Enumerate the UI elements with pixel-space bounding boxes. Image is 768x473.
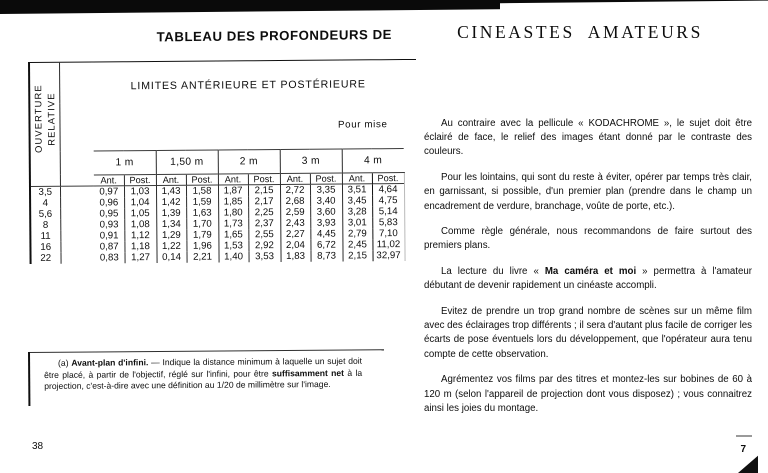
antpost-row-label-spacer (30, 175, 60, 186)
cell-value: 1,83 (280, 250, 310, 261)
scan-corner-mask (758, 439, 768, 473)
cell-value: 1,42 (156, 196, 186, 207)
distance-header-150m: 1,50 m (156, 150, 218, 174)
cell-value: 2,21 (186, 251, 218, 262)
antpost-header-2m-ant: Ant. (218, 173, 248, 184)
cell-value: 2,17 (248, 196, 280, 207)
cell-value: 7,10 (372, 228, 404, 239)
antpost-header-2m-post: Post. (248, 173, 280, 184)
aperture-value: 4 (30, 197, 60, 208)
cell-value: 1,34 (156, 218, 186, 229)
cell-value: 32,97 (372, 250, 404, 261)
footnote-marker: (a) (57, 357, 69, 368)
row-spacer (60, 230, 94, 241)
cell-value: 1,65 (218, 229, 248, 240)
depth-of-field-table-container (28, 59, 426, 264)
cell-value: 2,79 (342, 228, 372, 239)
aperture-value: 11 (30, 230, 60, 241)
cell-value: 2,68 (280, 195, 310, 206)
cell-value: 1,58 (186, 185, 218, 197)
cell-value: 3,51 (342, 183, 372, 195)
cell-value: 1,73 (218, 218, 248, 229)
cell-value: 1,53 (218, 240, 248, 251)
cell-value: 3,60 (310, 206, 342, 217)
page-number-right: 7 (740, 444, 746, 455)
distance-header-3m: 3 m (280, 149, 342, 173)
cell-value: 3,35 (310, 184, 342, 196)
antpost-header-150m-ant: Ant. (156, 174, 186, 185)
cell-value: 3,28 (342, 206, 372, 217)
cell-value: 2,72 (280, 184, 310, 196)
cell-value: 1,08 (124, 218, 156, 229)
cell-value: 2,45 (342, 239, 372, 250)
footnote-bold-inline: suffisamment net (271, 367, 345, 379)
antpost-header-1m-post: Post. (124, 174, 156, 185)
cell-value: 1,59 (186, 196, 218, 207)
cell-value: 1,70 (186, 218, 218, 229)
cell-value: 2,25 (248, 207, 280, 218)
table-bottom-rule (28, 349, 384, 353)
cell-value: 4,64 (372, 183, 404, 195)
cell-value: 2,92 (248, 240, 280, 251)
table-header-row-span (29, 59, 416, 104)
antpost-header-4m-ant: Ant. (342, 172, 372, 183)
paragraph: Au contraire avec la pellicule « KODACHROME », le sujet doit être éclairé de face, le relief des images étant donné par le contraste des couleurs. (424, 118, 752, 158)
cell-value: 6,72 (310, 239, 342, 250)
right-page (404, 0, 768, 473)
cell-value: 0,87 (99, 240, 119, 252)
cell-value: 1,12 (124, 229, 156, 240)
cell-value: 1,85 (218, 196, 248, 207)
cell-value: 2,04 (280, 239, 310, 250)
footnote-text-part1: Indique la distance minimum à laquelle un sujet doit être placé, à partir de l'objectif, réglé sur l'infini, pour être (44, 355, 363, 380)
distance-header-2m: 2 m (218, 150, 280, 174)
paragraph-with-book-title (424, 265, 752, 293)
paragraph: Comme règle générale, nous recommandons de faire surtout des premiers plans. (424, 226, 752, 252)
row-spacer (60, 208, 94, 219)
cell-value: 1,05 (124, 207, 156, 218)
row-spacer (60, 219, 94, 230)
cell-value: 3,45 (342, 195, 372, 206)
cell-value: 3,01 (342, 217, 372, 228)
cell-value: 5,14 (372, 206, 404, 217)
cell-value: 2,37 (248, 218, 280, 229)
relative-aperture-label: OUVERTURE RELATIVE (32, 84, 57, 154)
book-title: Ma caméra et moi (544, 266, 637, 278)
paragraph-prefix: La lecture du livre « (441, 266, 545, 278)
body-text-column (424, 117, 752, 427)
table-left-border-tail (28, 352, 30, 406)
antpost-row-spacer (60, 174, 94, 185)
cell-value: 1,40 (218, 251, 248, 262)
cell-value: 4,75 (372, 195, 404, 206)
cell-value: 3,53 (248, 251, 280, 262)
cell-value: 1,87 (218, 184, 248, 196)
footnote-dash: — (151, 357, 160, 368)
cell-value: 0,93 (99, 218, 119, 230)
cell-value: 5,83 (372, 217, 404, 228)
pour-mise-subheader: Pour mise (337, 118, 388, 131)
footnote-term: Avant-plan d'infini. (71, 357, 149, 368)
antpost-header-150m-post: Post. (186, 174, 218, 185)
cell-value: 8,73 (310, 250, 342, 261)
cell-value: 0,96 (99, 196, 119, 208)
cell-value: 1,27 (124, 251, 156, 262)
cell-value: 2,59 (280, 206, 310, 217)
row-spacer (60, 197, 94, 208)
cell-value: 0,97 (94, 185, 124, 197)
cell-value: 2,27 (280, 228, 310, 239)
table-row (30, 249, 417, 263)
cell-value: 2,55 (248, 229, 280, 240)
chapter-title: CINEASTES AMATEURS (457, 22, 703, 42)
limits-span-header: LIMITES ANTÉRIEURE ET POSTÉRIEURE (93, 60, 403, 104)
row-spacer (60, 252, 94, 263)
cell-value: 1,04 (124, 196, 156, 207)
antpost-header-4m-post: Post. (372, 172, 404, 183)
table-title: TABLEAU DES PROFONDEURS DE (156, 26, 392, 45)
depth-of-field-table (28, 59, 417, 264)
cell-value: 11,02 (372, 239, 404, 250)
paragraph: Pour les lointains, qui sont du reste à éviter, opérer par temps très clair, en garnissant, si possible, d'un premier plan (prendre dans le champ un encadrement de verdure, branchage, voûte de porte, etc.). (424, 172, 752, 212)
cell-value: 1,03 (124, 185, 156, 197)
cell-value: 0,91 (99, 229, 119, 241)
cell-value: 1,63 (186, 207, 218, 218)
cell-value: 2,43 (280, 217, 310, 228)
cell-value: 1,43 (156, 185, 186, 197)
aperture-value: 22 (30, 252, 60, 263)
antpost-header-3m-post: Post. (310, 173, 342, 184)
paragraph: Agrémentez vos films par des titres et montez-les sur bobines de 60 à 120 m (selon l'appareil de projection dont vous disposez) ; vous connaitrez ainsi les joies du montage. (424, 374, 752, 414)
cell-value: 3,40 (310, 195, 342, 206)
aperture-value: 8 (30, 219, 60, 230)
scan-tick-artifact (736, 435, 752, 437)
aperture-value: 3,5 (30, 186, 60, 198)
cell-value: 1,22 (156, 240, 186, 251)
distance-header-1m: 1 m (94, 151, 156, 175)
cell-value: 1,39 (156, 207, 186, 218)
cell-value: 1,80 (218, 207, 248, 218)
row-spacer (60, 185, 94, 197)
relative-aperture-header-cell (29, 62, 60, 175)
cell-value: 0,95 (99, 207, 119, 219)
cell-value: 1,96 (186, 240, 218, 251)
cell-value: 0,83 (99, 251, 119, 263)
antpost-header-3m-ant: Ant. (280, 173, 310, 184)
cell-value: 3,93 (310, 217, 342, 228)
cell-value: 1,29 (156, 229, 186, 240)
footnote-text-part2: à la projection, c'est-à-dire avec une définition au 1/20 de millimètre sur l'image. (44, 367, 363, 392)
spacer-column (59, 62, 94, 175)
paragraph: Evitez de prendre un trop grand nombre de scènes sur un même film avec des éclairages trop différents ; il sera d'autant plus facile de corriger les écarts de pose éventuels lors du développement, que l'opérateur aura tenu compte de cette observation. (424, 306, 752, 360)
aperture-value: 5,6 (30, 208, 60, 219)
cell-value: 2,15 (342, 250, 372, 261)
row-spacer (60, 241, 94, 252)
paragraph-suffix: » permettra à l'amateur débutant de devenir rapidement un cinéaste accompli. (424, 266, 752, 292)
aperture-value: 16 (30, 241, 60, 252)
page-number-left: 38 (32, 441, 44, 452)
cell-value: 2,15 (248, 184, 280, 196)
distance-header-4m: 4 m (342, 149, 404, 173)
cell-value: 1,18 (124, 240, 156, 251)
antpost-header-1m-ant: Ant. (94, 174, 124, 185)
table-footnote (44, 356, 362, 393)
cell-value: 4,45 (310, 228, 342, 239)
cell-value: 1,79 (186, 229, 218, 240)
cell-value: 0,14 (156, 251, 186, 262)
